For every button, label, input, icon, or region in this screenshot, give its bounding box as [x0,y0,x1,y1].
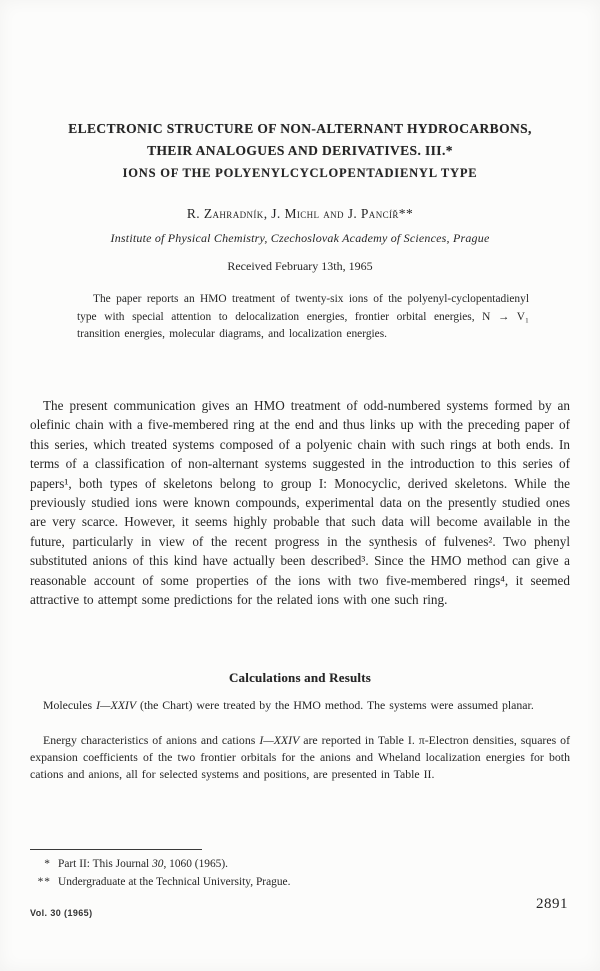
calculations-paragraph-1: Molecules I—XXIV (the Chart) were treated by the HMO method. The systems were assumed planar. [43,698,534,712]
footnote-divider-rule [30,849,202,850]
footnote-2-text: Undergraduate at the Technical University, Prague. [58,876,291,888]
footnote-2 [30,874,570,891]
page-footer [30,896,568,918]
footnote-1 [30,856,570,873]
received-date: Received February 13th, 1965 [227,259,373,273]
volume-label: Vol. 30 (1965) [30,908,93,918]
body-paragraph-1: The present communication gives an HMO treatment of odd-numbered systems formed by an olefinic chain with a five-membered ring at the end and thus links up with the preceding paper of this series, which treated systems composed of a polyenic chain with such rings at both ends. In terms of a classification of non-alternant systems suggested in the introduction to this series of papers¹, both types of skeletons belong to group I: Monocyclic, derived skeletons. While the previously studied ions were known compounds, experimental data on the presently studied ones are very scarce. However, it seems highly probable that such data will become available in the future, particularly in view of the recent progress in the synthesis of fulvenes². Two phenyl substituted anions of this kind have actually been described³. Since the HMO method can give a reasonable account of some properties of the ions with two five-membered rings⁴, it seemed attractive to attempt some predictions for the related ions with one such ring. [30,398,570,608]
calculations-paragraph-2: Energy characteristics of anions and cations I—XXIV are reported in Table I. π-Electron densities, squares of expansion coefficients of the two frontier orbitals for the anions and Wheland localization energies for both cations and anions, all for selected systems and positions, are presented in Table II. [30,733,570,781]
footnote-1-marker: * [44,858,51,870]
article-title-line-2: THEIR ANALOGUES AND DERIVATIVES. III.* [147,143,453,158]
footnote-2-marker: ** [37,876,51,888]
affiliation-line: Institute of Physical Chemistry, Czechoslovak Academy of Sciences, Prague [110,231,490,245]
authors-line: R. Zahradník, J. Michl and J. Pancíř** [186,206,414,221]
abstract-paragraph: The paper reports an HMO treatment of twenty-six ions of the polyenyl-cyclopentadienyl type with special attention to delocalization energies, frontier orbital energies, N → V₁ transition energies, molecular diagrams, and localization energies. [77,293,529,341]
article-title [30,118,570,162]
article-title-line-1: ELECTRONIC STRUCTURE OF NON-ALTERNANT HYDROCARBONS, [68,121,532,136]
page-number: 2891 [536,896,568,912]
footnote-1-text: Part II: This Journal 30, 1060 (1965). [58,858,229,870]
article-subtitle: IONS OF THE POLYENYLCYCLOPENTADIENYL TYPE [122,166,478,180]
section-heading-calculations: Calculations and Results [228,670,372,685]
